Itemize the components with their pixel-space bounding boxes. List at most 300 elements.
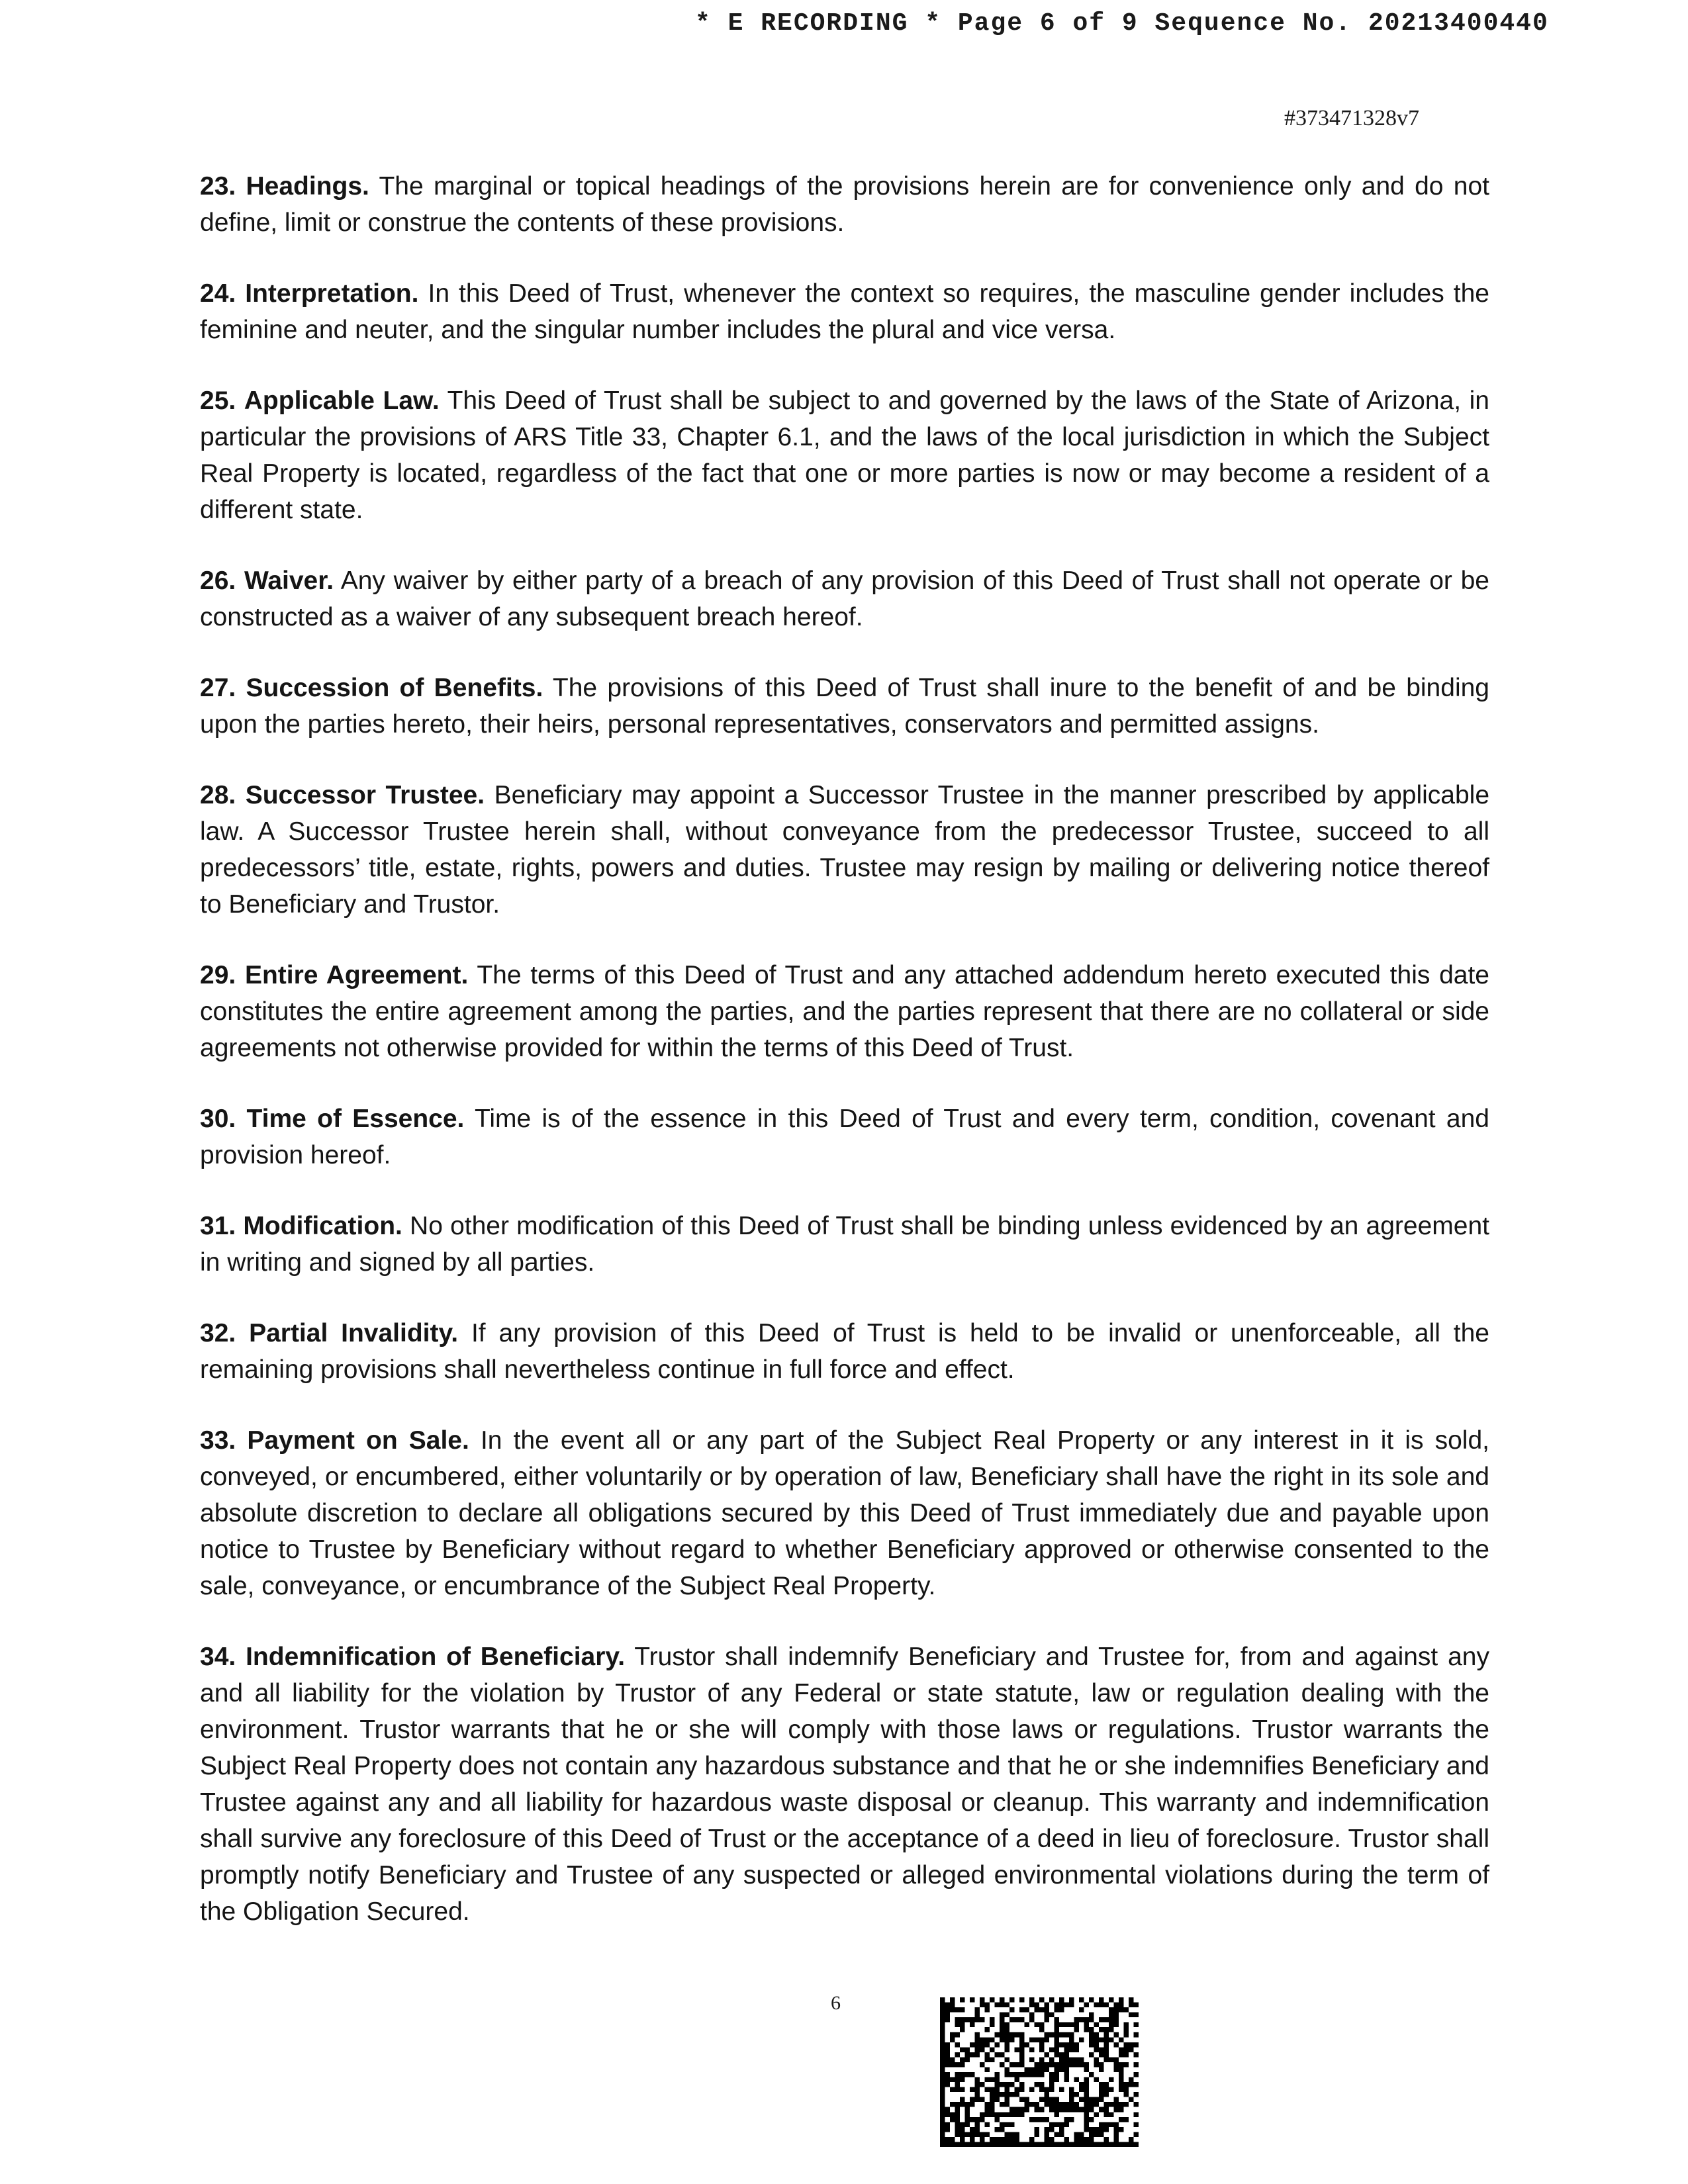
barcode-module [980, 2117, 985, 2122]
barcode-module [1074, 2092, 1080, 2097]
barcode-module [1109, 2142, 1114, 2147]
barcode-module [1000, 2017, 1005, 2023]
barcode-module [1055, 2023, 1060, 2028]
barcode-module [940, 2042, 945, 2048]
barcode-module [1109, 2102, 1114, 2107]
barcode-module [1055, 2027, 1060, 2032]
barcode-module [955, 2087, 961, 2093]
barcode-module [1029, 2087, 1035, 2093]
barcode-module [975, 2132, 980, 2137]
barcode-module [1084, 2102, 1090, 2107]
section-number: 34. [200, 1643, 236, 1671]
barcode-module [950, 2117, 955, 2122]
barcode-module [1064, 2122, 1070, 2127]
barcode-module [1064, 2023, 1070, 2028]
barcode-module [1094, 2023, 1100, 2028]
barcode-module [1109, 2122, 1114, 2127]
barcode-module [1064, 2032, 1070, 2038]
barcode-module [1074, 2137, 1080, 2142]
barcode-module [1069, 2042, 1074, 2048]
barcode-module [1035, 2007, 1040, 2013]
barcode-module [960, 2017, 965, 2023]
barcode-module [955, 2082, 961, 2087]
barcode-module [1109, 2017, 1114, 2023]
barcode-module [1015, 2112, 1020, 2117]
barcode-module [1005, 2092, 1010, 2097]
barcode-module [1039, 2007, 1045, 2013]
barcode-module [985, 2007, 990, 2013]
barcode-module [1119, 2047, 1124, 2052]
barcode-module [1019, 2047, 1025, 2052]
barcode-module [1049, 2097, 1055, 2103]
barcode-module [1084, 2062, 1090, 2068]
barcode-module [1124, 2047, 1129, 2052]
barcode-module [1124, 2142, 1129, 2147]
barcode-module [1129, 1997, 1134, 2003]
barcode-module [965, 2017, 970, 2023]
barcode-module [1015, 2072, 1020, 2077]
section-text: Time is of the essence in this Deed of Trust and every term, condition, covenant and provision hereof. [200, 1105, 1489, 1169]
barcode-module [1114, 2067, 1119, 2072]
barcode-module [960, 2062, 965, 2068]
barcode-module [1069, 2102, 1074, 2107]
barcode-module [1045, 2017, 1050, 2023]
barcode-module [1049, 2032, 1055, 2038]
barcode-module [975, 2127, 980, 2132]
barcode-module [970, 2087, 975, 2093]
barcode-module [1104, 2142, 1109, 2147]
barcode-module [1114, 2003, 1119, 2008]
barcode-module [1079, 2137, 1084, 2142]
barcode-module [970, 2072, 975, 2077]
barcode-module [1069, 2047, 1074, 2052]
barcode-module [965, 2102, 970, 2107]
barcode-module [1009, 2032, 1015, 2038]
barcode-module [1019, 2082, 1025, 2087]
barcode-module [1005, 2102, 1010, 2107]
barcode-module [1005, 2027, 1010, 2032]
barcode-module [1049, 2102, 1055, 2107]
barcode-module [970, 2142, 975, 2147]
barcode-module [1005, 2087, 1010, 2093]
barcode-module [1055, 2003, 1060, 2008]
barcode-module [1045, 2142, 1050, 2147]
barcode-module [1104, 2087, 1109, 2093]
section-text: This Deed of Trust shall be subject to and governed by the laws of the State of Arizona, in particular the provisions of ARS Title 33, Chapter 6.1, and the laws of the local jurisdiction in which the Subject Real Property is located, regardless of the fact that one or more parties is now or may become a resident of a different state. [200, 387, 1489, 524]
barcode-module [1084, 2122, 1090, 2127]
barcode-module [1119, 2052, 1124, 2058]
barcode-module [955, 2072, 961, 2077]
barcode-module [1045, 2003, 1050, 2008]
barcode-module [955, 2122, 961, 2127]
barcode-module [965, 2072, 970, 2077]
barcode-module [1089, 2132, 1094, 2137]
barcode-module [1000, 2052, 1005, 2058]
section-number: 26. [200, 567, 236, 595]
barcode-module [1015, 2017, 1020, 2023]
barcode-module [1134, 2122, 1139, 2127]
barcode-module [995, 2077, 1000, 2083]
barcode-module [1109, 2037, 1114, 2042]
barcode-module [1045, 2067, 1050, 2072]
barcode-module [1134, 2062, 1139, 2068]
section-number: 27. [200, 674, 236, 702]
barcode-module [1124, 2052, 1129, 2058]
barcode-module [940, 2077, 945, 2083]
barcode-module [1064, 2142, 1070, 2147]
barcode-module [1084, 2067, 1090, 2072]
barcode-module [1089, 2127, 1094, 2132]
barcode-module [1005, 2047, 1010, 2052]
barcode-module [1005, 2082, 1010, 2087]
barcode-module [1009, 2062, 1015, 2068]
barcode-module [1069, 2107, 1074, 2113]
barcode-module [1104, 2042, 1109, 2048]
barcode-module [1094, 2142, 1100, 2147]
section-succession-of-benefits [200, 670, 1489, 743]
barcode-module [1039, 2062, 1045, 2068]
barcode-module [1124, 2117, 1129, 2122]
barcode-module [1129, 2003, 1134, 2008]
barcode-module [1094, 2132, 1100, 2137]
barcode-module [960, 2142, 965, 2147]
barcode-module [1039, 2117, 1045, 2122]
barcode-module [1009, 2112, 1015, 2117]
barcode-module [950, 2057, 955, 2062]
barcode-module [975, 2082, 980, 2087]
barcode-module [1019, 2017, 1025, 2023]
section-text: In the event all or any part of the Subject Real Property or any interest in it is sold, conveyed, or encumbered, either voluntarily or by operation of law, Beneficiary shall have the right in its sole and absolute discretion to declare all obligations secured by this Deed of Trust immediately due and payable upon notice to Trustee by Beneficiary without regard to whether Beneficiary approved or otherwise consented to the sale, conveyance, or encumbrance of the Subject Real Property. [200, 1426, 1489, 1600]
barcode-module [1015, 2062, 1020, 2068]
barcode-module [940, 2127, 945, 2132]
barcode-module [990, 2047, 995, 2052]
barcode-module [1015, 2092, 1020, 2097]
barcode-module [1084, 2082, 1090, 2087]
barcode-module [1035, 2132, 1040, 2137]
barcode-module [945, 2122, 951, 2127]
barcode-module [1015, 2032, 1020, 2038]
barcode-module [980, 2137, 985, 2142]
barcode-module [1059, 2062, 1064, 2068]
barcode-module [970, 2023, 975, 2028]
barcode-module [960, 2023, 965, 2028]
barcode-module [1084, 2137, 1090, 2142]
barcode-module [1104, 2057, 1109, 2062]
barcode-module [1029, 2102, 1035, 2107]
barcode-module [1055, 2042, 1060, 2048]
barcode-module [1099, 2122, 1104, 2127]
barcode-module [1074, 2017, 1080, 2023]
barcode-module [1109, 2112, 1114, 2117]
barcode-module [1084, 2127, 1090, 2132]
barcode-module [970, 2117, 975, 2122]
barcode-module [1064, 2062, 1070, 2068]
barcode-module [1079, 2082, 1084, 2087]
barcode-module [1025, 2107, 1030, 2113]
barcode-module [955, 2102, 961, 2107]
barcode-module [1049, 2107, 1055, 2113]
barcode-module [1045, 2052, 1050, 2058]
barcode-module [1089, 2027, 1094, 2032]
barcode-module [990, 2102, 995, 2107]
barcode-module [1059, 2127, 1064, 2132]
barcode-module [1084, 2142, 1090, 2147]
barcode-module [1104, 2037, 1109, 2042]
barcode-module [1079, 2142, 1084, 2147]
barcode-module [960, 2072, 965, 2077]
barcode-module [1019, 2007, 1025, 2013]
barcode-module [1124, 2007, 1129, 2013]
barcode-module [1029, 2017, 1035, 2023]
barcode-module [1059, 2057, 1064, 2062]
barcode-module [1064, 2003, 1070, 2008]
barcode-module [1035, 2072, 1040, 2077]
barcode-module [975, 2013, 980, 2018]
barcode-module [1109, 2007, 1114, 2013]
barcode-module [1124, 2062, 1129, 2068]
barcode-module [1069, 2057, 1074, 2062]
barcode-module [995, 2097, 1000, 2103]
barcode-module [1055, 2112, 1060, 2117]
barcode-module [1009, 2107, 1015, 2113]
barcode-module [995, 2117, 1000, 2122]
barcode-module [1009, 1997, 1015, 2003]
barcode-module [1104, 2127, 1109, 2132]
barcode-module [1039, 2107, 1045, 2113]
barcode-module [1104, 2027, 1109, 2032]
barcode-module [985, 2102, 990, 2107]
barcode-module [1000, 2137, 1005, 2142]
barcode-module [955, 2117, 961, 2122]
barcode-module [940, 2107, 945, 2113]
barcode-module [1039, 2067, 1045, 2072]
barcode-module [1059, 2003, 1064, 2008]
barcode-module [975, 2087, 980, 2093]
barcode-module [1099, 2142, 1104, 2147]
barcode-module [1089, 2117, 1094, 2122]
section-heading: Succession of Benefits. [246, 674, 543, 702]
barcode-module [975, 2007, 980, 2013]
barcode-module [1079, 2062, 1084, 2068]
barcode-module [1069, 1997, 1074, 2003]
barcode-module [1059, 2142, 1064, 2147]
barcode-module [1049, 2087, 1055, 2093]
barcode-module [1069, 2003, 1074, 2008]
barcode-module [975, 2142, 980, 2147]
barcode-module [975, 2122, 980, 2127]
barcode-module [945, 2082, 951, 2087]
barcode-module [1109, 2027, 1114, 2032]
barcode-module [1000, 1997, 1005, 2003]
section-text: The terms of this Deed of Trust and any attached addendum hereto executed this date constitutes the entire agreement among the parties, and the parties represent that there are no collateral or side agreements not otherwise provided for within the terms of this Deed of Trust. [200, 961, 1489, 1062]
barcode-module [1009, 2137, 1015, 2142]
barcode-module [1099, 2082, 1104, 2087]
barcode-module [1045, 2127, 1050, 2132]
barcode-module [1089, 2142, 1094, 2147]
barcode-module [1124, 2087, 1129, 2093]
barcode-module [1089, 2097, 1094, 2103]
barcode-module [1059, 2023, 1064, 2028]
barcode-module [1064, 2072, 1070, 2077]
barcode-module [1019, 2037, 1025, 2042]
barcode-module [985, 2027, 990, 2032]
barcode-module [1089, 2107, 1094, 2113]
barcode-module [1039, 2042, 1045, 2048]
barcode-module [1099, 2052, 1104, 2058]
barcode-module [1064, 2057, 1070, 2062]
barcode-module [990, 2112, 995, 2117]
barcode-module [1109, 2057, 1114, 2062]
barcode-module [1084, 2017, 1090, 2023]
section-waiver [200, 563, 1489, 635]
barcode-module [1109, 2087, 1114, 2093]
barcode-module [1084, 2092, 1090, 2097]
barcode-module [1119, 2102, 1124, 2107]
barcode-module [1059, 2102, 1064, 2107]
barcode-module [985, 2112, 990, 2117]
barcode-module [1045, 2102, 1050, 2107]
section-time-of-essence [200, 1101, 1489, 1173]
barcode-module [1000, 2102, 1005, 2107]
barcode-module [1124, 2032, 1129, 2038]
barcode-module [940, 2092, 945, 2097]
barcode-module [1074, 2132, 1080, 2137]
barcode-module [1049, 2013, 1055, 2018]
barcode-module [1005, 2032, 1010, 2038]
barcode-module [1124, 2027, 1129, 2032]
barcode-module [1119, 2107, 1124, 2113]
barcode-module [975, 2017, 980, 2023]
barcode-module [1009, 2037, 1015, 2042]
barcode-module [1134, 2023, 1139, 2028]
barcode-module [970, 1997, 975, 2003]
barcode-module [940, 2117, 945, 2122]
barcode-module [1069, 2023, 1074, 2028]
barcode-module [1019, 2062, 1025, 2068]
barcode-module [940, 2072, 945, 2077]
barcode-module [1099, 2017, 1104, 2023]
barcode-module [1049, 2077, 1055, 2083]
barcode-module [980, 2037, 985, 2042]
barcode-module [955, 2007, 961, 2013]
barcode-module [1104, 2047, 1109, 2052]
barcode-module [1119, 2007, 1124, 2013]
barcode-module [960, 2127, 965, 2132]
barcode-module [970, 2017, 975, 2023]
barcode-module [1119, 2067, 1124, 2072]
barcode-module [1134, 2092, 1139, 2097]
barcode-module [955, 2042, 961, 2048]
barcode-module [1099, 2027, 1104, 2032]
barcode-module [1064, 2117, 1070, 2122]
barcode-module [1029, 2047, 1035, 2052]
barcode-module [1074, 2057, 1080, 2062]
barcode-module [1089, 2137, 1094, 2142]
barcode-module [1114, 2007, 1119, 2013]
barcode-module [1074, 2023, 1080, 2028]
barcode-module [1104, 2082, 1109, 2087]
barcode-module [985, 2037, 990, 2042]
section-indemnification [200, 1639, 1489, 1930]
barcode-module [1114, 2097, 1119, 2103]
barcode-module [1035, 2142, 1040, 2147]
barcode-module [1084, 2112, 1090, 2117]
barcode-module [1099, 2132, 1104, 2137]
barcode-module [1045, 2097, 1050, 2103]
barcode-module [1009, 2017, 1015, 2023]
barcode-module [945, 2062, 951, 2068]
barcode-module [960, 1997, 965, 2003]
barcode-module [1119, 2077, 1124, 2083]
barcode-module [985, 2052, 990, 2058]
barcode-module [1059, 1997, 1064, 2003]
barcode-module [1119, 2127, 1124, 2132]
barcode-module [1055, 2077, 1060, 2083]
barcode-module [1069, 2117, 1074, 2122]
section-payment-on-sale [200, 1422, 1489, 1604]
barcode-module [1049, 1997, 1055, 2003]
barcode-module [1019, 2142, 1025, 2147]
barcode-module [1039, 2037, 1045, 2042]
barcode-module [1134, 2102, 1139, 2107]
section-number: 33. [200, 1426, 236, 1455]
barcode-module [1069, 2097, 1074, 2103]
barcode-module [1035, 2102, 1040, 2107]
barcode-module [975, 2052, 980, 2058]
barcode-module [1025, 2042, 1030, 2048]
2d-barcode-icon [940, 1997, 1139, 2147]
barcode-module [1059, 2052, 1064, 2058]
barcode-module [1005, 2142, 1010, 2147]
barcode-module [970, 2137, 975, 2142]
section-text: Any waiver by either party of a breach of any provision of this Deed of Trust shall not operate or be constructed as a waiver of any subsequent breach hereof. [200, 567, 1489, 631]
barcode-module [1129, 2142, 1134, 2147]
barcode-module [1079, 2017, 1084, 2023]
barcode-module [1089, 2072, 1094, 2077]
barcode-module [1079, 2087, 1084, 2093]
barcode-module [1114, 2132, 1119, 2137]
barcode-module [1094, 2003, 1100, 2008]
barcode-module [1104, 2137, 1109, 2142]
barcode-module [1114, 2102, 1119, 2107]
barcode-module [995, 2142, 1000, 2147]
barcode-module [1005, 2003, 1010, 2008]
barcode-module [1079, 2132, 1084, 2137]
document-body [200, 168, 1489, 1964]
barcode-module [950, 2112, 955, 2117]
section-applicable-law [200, 383, 1489, 528]
barcode-module [1049, 2142, 1055, 2147]
barcode-module [1114, 2127, 1119, 2132]
barcode-module [960, 2137, 965, 2142]
barcode-module [1049, 2122, 1055, 2127]
section-heading: Modification. [243, 1212, 402, 1240]
barcode-module [945, 2137, 951, 2142]
barcode-module [1015, 2132, 1020, 2137]
barcode-module [1000, 2062, 1005, 2068]
barcode-module [1029, 1997, 1035, 2003]
barcode-module [985, 2122, 990, 2127]
barcode-module [1029, 2057, 1035, 2062]
barcode-module [1094, 2062, 1100, 2068]
section-headings [200, 168, 1489, 241]
barcode-module [980, 2142, 985, 2147]
barcode-module [1039, 2142, 1045, 2147]
barcode-module [955, 2132, 961, 2137]
barcode-module [1025, 2102, 1030, 2107]
barcode-module [1005, 2072, 1010, 2077]
barcode-module [1009, 2132, 1015, 2137]
